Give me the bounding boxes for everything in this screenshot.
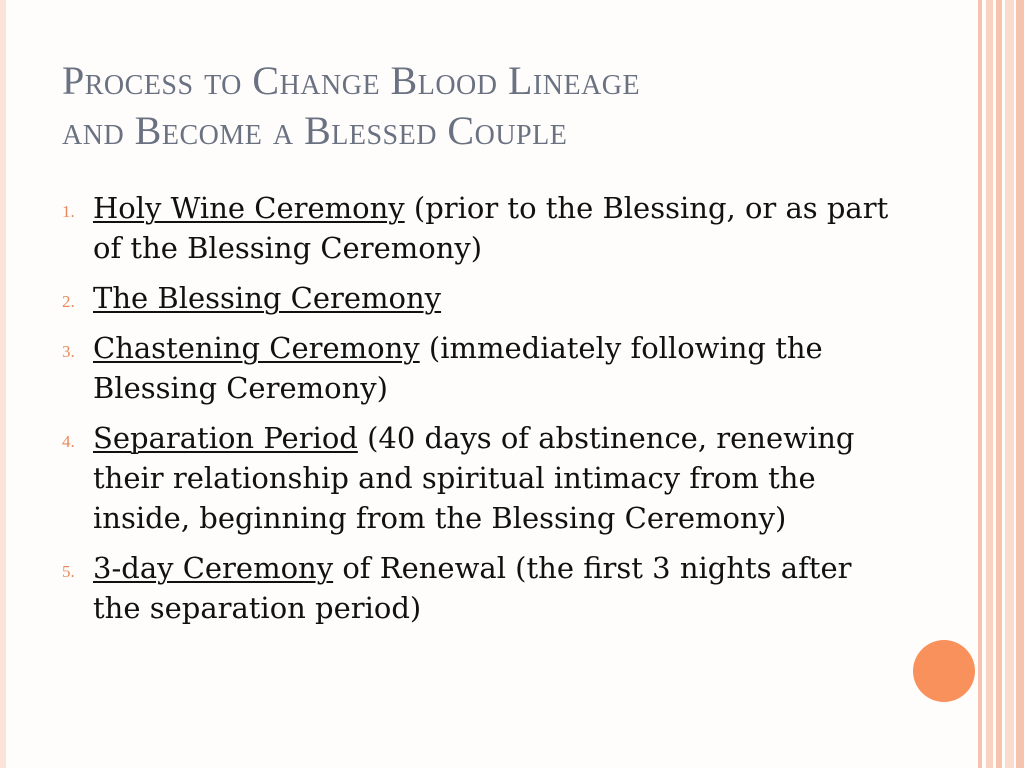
- list-item-term: 3-day Ceremony: [93, 551, 334, 585]
- left-edge-decoration: [0, 0, 6, 768]
- process-steps-list: [62, 188, 892, 638]
- list-item-description: of Renewal (the first 3 nights after the separation period): [93, 551, 852, 625]
- list-item: [62, 418, 892, 538]
- slide-title-line-1: Process to Change Blood Lineage: [62, 58, 641, 103]
- list-item-description: (prior to the Blessing, or as part of the Blessing Ceremony): [93, 191, 889, 265]
- list-item: [62, 188, 892, 268]
- right-stripe-decoration: [978, 0, 982, 768]
- right-stripe-decoration: [996, 0, 1002, 768]
- list-item-term: The Blessing Ceremony: [93, 281, 442, 315]
- list-item-term: Holy Wine Ceremony: [93, 191, 405, 225]
- right-stripe-decoration: [1016, 0, 1024, 768]
- list-item-term: Chastening Ceremony: [93, 331, 420, 365]
- right-stripe-decoration: [986, 0, 993, 768]
- list-item-number: 3.: [62, 342, 75, 361]
- list-item-number: 5.: [62, 562, 75, 581]
- list-item-description: (40 days of abstinence, renewing their relationship and spiritual intimacy from the inside, beginning from the Blessing Ceremony): [93, 421, 855, 535]
- list-item-term: Separation Period: [93, 421, 358, 455]
- right-stripe-decoration: [1005, 0, 1014, 768]
- accent-circle-decoration: [913, 640, 975, 702]
- list-item-number: 2.: [62, 292, 75, 311]
- slide-title-line-2: and Become a Blessed Couple: [62, 108, 568, 153]
- list-item: [62, 278, 892, 318]
- list-item: [62, 328, 892, 408]
- list-item: [62, 548, 892, 628]
- slide-title: [62, 56, 942, 156]
- list-item-number: 1.: [62, 202, 75, 221]
- list-item-description: (immediately following the Blessing Ceremony): [93, 331, 823, 405]
- list-item-number: 4.: [62, 432, 75, 451]
